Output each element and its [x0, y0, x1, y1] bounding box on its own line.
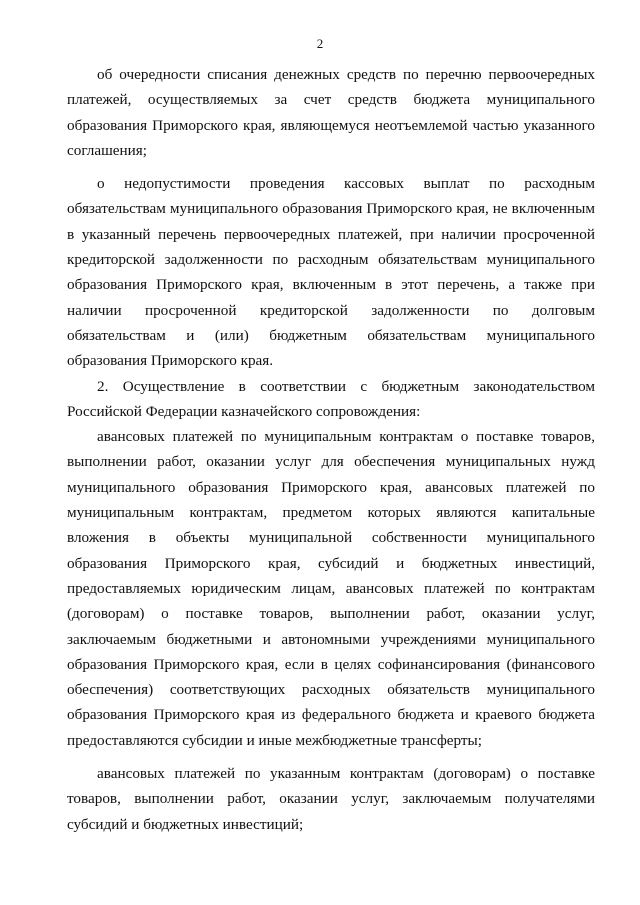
paragraph-queue-of-debiting: об очередности списания денежных средств по перечню первоочередных платежей, осуществляемых за счет средств бюджета муниципального образования Приморского края, являющемуся неотъемлемой частью указанного соглашения;	[67, 66, 595, 159]
paragraph-inadmissibility-of-payments: о недопустимости проведения кассовых выплат по расходным обязательствам муниципального образования Приморского края, не включенным в указанный перечень первоочередных платежей, при наличии просроченной кредиторской задолженности по расходным обязательствам муниципального образования Приморского края, включенным в этот перечень, а также при наличии просроченной кредиторской задолженности по долговым обязательствам и (или) бюджетным обязательствам муниципального образования Приморского края.	[67, 175, 595, 370]
paragraph-treasury-support-heading: 2. Осуществление в соответствии с бюджетным законодательством Российской Федерации казначейского сопровождения:	[67, 377, 595, 420]
page-number: 2	[316, 36, 324, 51]
document-body	[67, 62, 595, 837]
paragraph-advance-payments-contracts: авансовых платежей по муниципальным контрактам о поставке товаров, выполнении работ, оказании услуг для обеспечения муниципальных нужд муниципального образования Приморского края, авансовых платежей по муниципальным контрактам, предметом которых являются капитальные вложения в объекты муниципальной собственности муниципального образования Приморского края, субсидий и бюджетных инвестиций, предоставляемых юридическим лицам, авансовых платежей по контрактам (договорам) о поставке товаров, выполнении работ, оказании услуг, заключаемым бюджетными и автономными учреждениями муниципального образования Приморского края, если в целях софинансирования (финансового обеспечения) соответствующих расходных обязательств муниципального образования Приморского края из федерального бюджета и краевого бюджета предоставляются субсидии и иные межбюджетные трансферты;	[67, 428, 595, 749]
paragraph-advance-payments-recipients: авансовых платежей по указанным контрактам (договорам) о поставке товаров, выполнении работ, оказании услуг, заключаемым получателями субсидий и бюджетных инвестиций;	[67, 765, 595, 833]
